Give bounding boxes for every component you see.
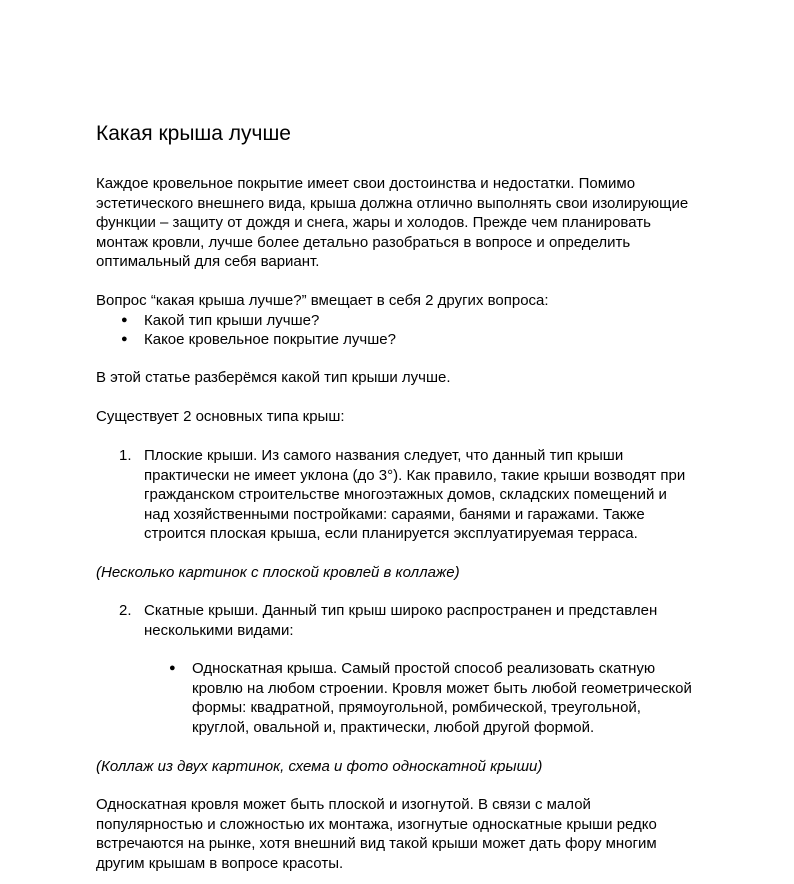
list-item-shed-roof: Односкатная крыша. Самый простой способ реализовать скатную кровлю на любом строении. Кровля может быть любой геометрической формы: квадратной, прямоугольной, ромбической, треугольной, круглой, овальной и, практически, любой другой формой. (192, 660, 692, 736)
list-item-flat-roofs: Плоские крыши. Из самого названия следует, что данный тип крыши практически не имеет уклона (до 3°). Как правило, такие крыши возводят при гражданском строительстве многоэтажных домов, складских помещений и над хозяйственными постройками: сараями, банями и гаражами. Также строится плоская крыша, если планируется эксплуатируемая терраса. (144, 447, 686, 543)
bullet-marker: ● (169, 662, 176, 674)
list-item: Какое кровельное покрытие лучше? (144, 331, 396, 348)
list-item-pitched-roofs: Скатные крыши. Данный тип крыш широко распространен и представлен несколькими видами: (144, 602, 658, 639)
list-item: Какой тип крыши лучше? (144, 312, 320, 329)
article-scope: В этой статье разберёмся какой тип крыши лучше. (96, 369, 451, 386)
question-intro: Вопрос “какая крыша лучше?” вмещает в себя 2 других вопроса: (96, 292, 549, 309)
list-number: 2. (119, 602, 132, 619)
list-number: 1. (119, 447, 132, 464)
page-title: Какая крыша лучше (96, 122, 291, 145)
closing-paragraph: Односкатная кровля может быть плоской и изогнутой. В связи с малой популярностью и сложностью их монтажа, изогнутые односкатные крыши редко встречаются на рынке, хотя внешний вид такой крыши может дать фору многим другим крышам в вопросе красоты. (96, 796, 657, 872)
intro-paragraph: Каждое кровельное покрытие имеет свои достоинства и недостатки. Помимо эстетического внешнего вида, крыша должна отлично выполнять свои изолирующие функции – защиту от дождя и снега, жары и холодов. Прежде чем планировать монтаж кровли, лучше более детально разобраться в вопросе и определить оптимальный для себя вариант. (96, 175, 689, 271)
bullet-marker: ● (121, 314, 128, 326)
bullet-marker: ● (121, 333, 128, 345)
image-note: (Коллаж из двух картинок, схема и фото односкатной крыши) (96, 758, 543, 775)
image-note: (Несколько картинок с плоской кровлей в коллаже) (96, 564, 460, 581)
types-intro: Существует 2 основных типа крыш: (96, 408, 345, 425)
